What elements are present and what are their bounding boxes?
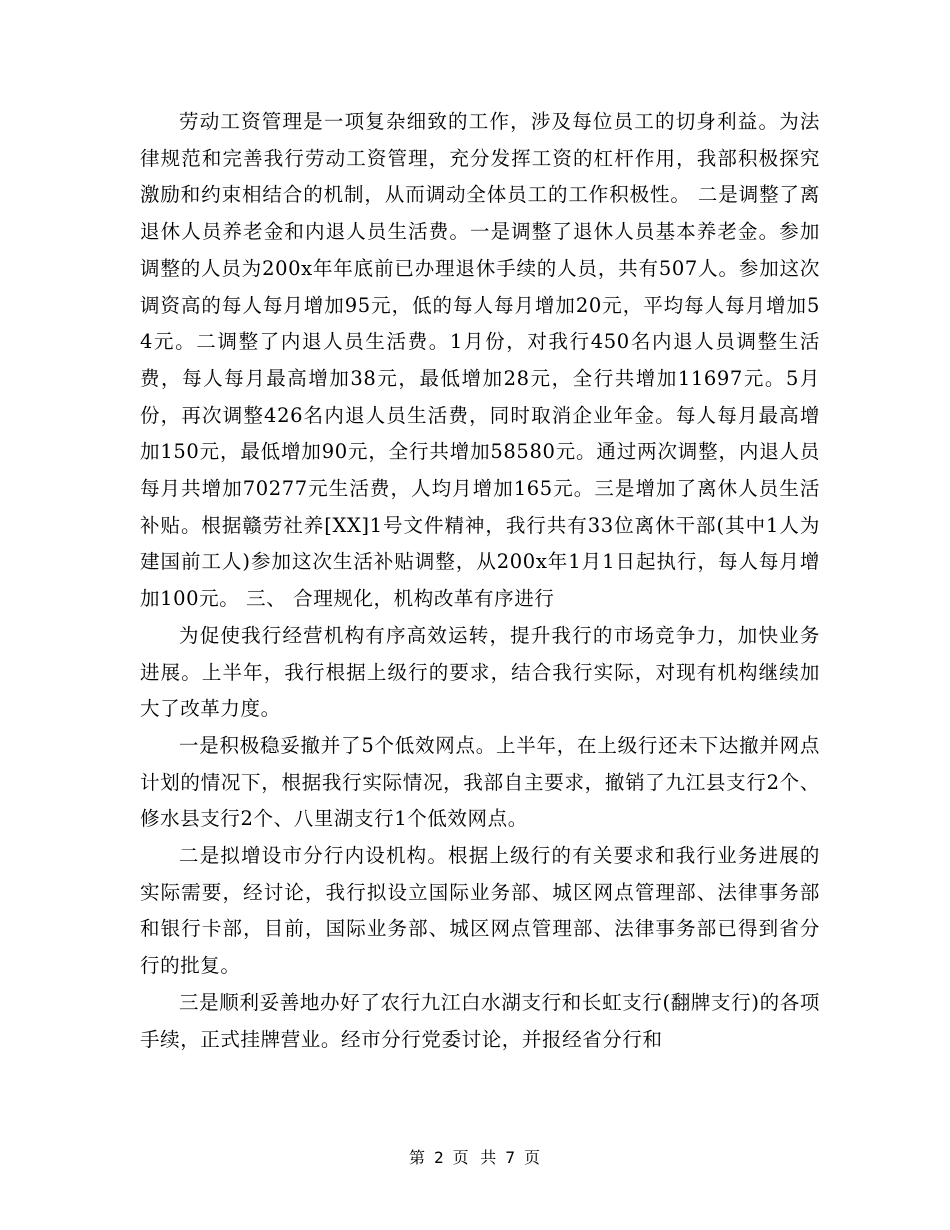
paragraph-institution-reform: 为促使我行经营机构有序高效运转，提升我行的市场竞争力，加快业务进展。上半年，我行根据上级行的要求，结合我行实际，对现有机构继续加大了改革力度。 [140, 623, 820, 721]
paragraph-branch-consolidation: 一是积极稳妥撤并了5个低效网点。上半年，在上级行还未下达撤并网点计划的情况下，根据我行实际情况，我部自主要求，撤销了九江县支行2个、修水县支行2个、八里湖支行1个低效网点。 [140, 733, 820, 831]
paragraph-wage-management: 劳动工资管理是一项复杂细致的工作，涉及每位员工的切身利益。为法律规范和完善我行劳动工资管理，充分发挥工资的杠杆作用，我部积极探究激励和约束相结合的机制，从而调动全体员工的工作积极性。 二是调整了离退休人员养老金和内退人员生活费。一是调整了退休人员基本养老金。参加调整的人员为200x年年底前已办理退休手续的人员，共有507人。参加这次调资高的每人每月增加95元，低的每人每月增加20元，平均每人每月增加54元。二调整了内退人员生活费。1月份，对我行450名内退人员调整生活费，每人每月最高增加38元，最低增加28元，全行共增加11697元。5月份，再次调整426名内退人员生活费，同时取消企业年金。每人每月最高增加150元，最低增加90元，全行共增加58580元。通过两次调整，内退人员每月共增加70277元生活费，人均月增加165元。三是增加了离休人员生活补贴。根据赣劳社养[XX]1号文件精神，我行共有33位离休干部(其中1人为建国前工人)参加这次生活补贴调整，从200x年1月1日起执行，每人每月增加100元。 三、 合理规化，机构改革有序进行 [140, 110, 820, 611]
document-body [140, 104, 820, 1058]
paragraph-new-departments: 二是拟增设市分行内设机构。根据上级行的有关要求和我行业务进展的实际需要，经讨论，我行拟设立国际业务部、城区网点管理部、法律事务部和银行卡部，目前，国际业务部、城区网点管理部、法律事务部已得到省分行的批复。 [140, 844, 820, 978]
page-footer [0, 1146, 950, 1170]
footer-prefix: 第 [409, 1148, 427, 1167]
footer-suffix: 页 [523, 1148, 541, 1167]
paragraph-branch-procedures: 三是顺利妥善地办好了农行九江白水湖支行和长虹支行(翻牌支行)的各项手续，正式挂牌营业。经市分行党委讨论，并报经省分行和 [140, 990, 820, 1051]
footer-total-pages: 7 [505, 1148, 516, 1167]
footer-current-page: 2 [434, 1148, 445, 1167]
footer-middle: 页 共 [452, 1148, 498, 1167]
